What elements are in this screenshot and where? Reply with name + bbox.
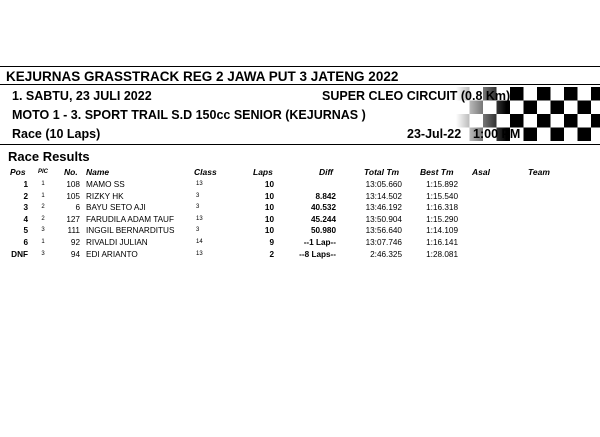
table-row xyxy=(0,202,600,214)
cell-class: 13 xyxy=(196,215,203,222)
cell-laps: 10 xyxy=(264,214,274,224)
cell-pic: 3 xyxy=(41,227,45,234)
cell-laps: 10 xyxy=(264,191,274,201)
cell-best-time: 1:16.141 xyxy=(426,237,458,247)
cell-pic: 2 xyxy=(41,204,45,211)
cell-pic: 1 xyxy=(41,238,45,245)
col-total-time: Total Tm xyxy=(364,167,400,177)
race-laps: Race (10 Laps) xyxy=(12,127,101,141)
section-divider xyxy=(0,144,600,145)
col-name: Name xyxy=(86,167,110,177)
cell-diff: 50.980 xyxy=(310,226,336,236)
cell-laps: 10 xyxy=(264,203,274,213)
cell-pic: 1 xyxy=(41,192,45,199)
cell-name: INGGIL BERNARDITUS xyxy=(86,226,175,236)
cell-pos: 6 xyxy=(23,237,28,247)
cell-total-time: 13:07.746 xyxy=(365,237,402,247)
cell-diff: --1 Lap-- xyxy=(303,237,336,247)
results-table xyxy=(0,179,600,260)
cell-pos: 5 xyxy=(23,226,28,236)
cell-class: 3 xyxy=(196,227,200,234)
col-pos: Pos xyxy=(10,167,26,177)
cell-pos: 1 xyxy=(23,180,28,189)
cell-no: 111 xyxy=(67,226,80,236)
table-row xyxy=(0,237,600,249)
cell-diff: --8 Laps-- xyxy=(299,249,336,259)
col-pic: PIC xyxy=(38,169,49,175)
col-diff: Diff xyxy=(319,167,334,177)
cell-name: FARUDILA ADAM TAUF xyxy=(86,214,174,224)
col-best-time: Best Tm xyxy=(420,167,454,177)
cell-pos: 3 xyxy=(23,203,28,213)
cell-name: RIZKY HK xyxy=(86,191,124,201)
cell-no: 92 xyxy=(70,237,80,247)
table-row xyxy=(0,249,600,261)
cell-laps: 10 xyxy=(264,180,274,189)
cell-no: 105 xyxy=(66,191,80,201)
cell-total-time: 13:46.192 xyxy=(365,203,402,213)
cell-no: 108 xyxy=(66,180,80,189)
race-day-date: 1. SABTU, 23 JULI 2022 xyxy=(12,89,152,103)
cell-pic: 2 xyxy=(41,215,45,222)
cell-name: MAMO SS xyxy=(86,180,125,189)
race-time: 1:00 PM xyxy=(473,127,521,141)
cell-laps: 9 xyxy=(269,237,274,247)
cell-total-time: 13:14.502 xyxy=(365,191,402,201)
cell-name: EDI ARIANTO xyxy=(86,249,138,259)
col-no: No. xyxy=(64,167,78,177)
cell-pic: 3 xyxy=(41,250,45,257)
table-row xyxy=(0,179,600,191)
cell-pos: DNF xyxy=(11,249,28,259)
cell-best-time: 1:15.290 xyxy=(426,214,458,224)
cell-total-time: 2:46.325 xyxy=(370,249,402,259)
cell-class: 13 xyxy=(196,181,203,187)
col-class: Class xyxy=(194,167,217,177)
cell-best-time: 1:15.540 xyxy=(426,191,458,201)
circuit-name: SUPER CLEO CIRCUIT (0.8 Km) xyxy=(322,89,511,103)
cell-best-time: 1:28.081 xyxy=(426,249,458,259)
cell-laps: 10 xyxy=(264,226,274,236)
cell-class: 14 xyxy=(196,238,203,245)
race-date: 23-Jul-22 xyxy=(407,127,462,141)
results-title: Race Results xyxy=(8,149,90,164)
cell-diff: 40.532 xyxy=(310,203,336,213)
cell-no: 6 xyxy=(75,203,80,213)
cell-total-time: 13:05.660 xyxy=(365,180,402,189)
cell-name: RIVALDI JULIAN xyxy=(86,237,148,247)
cell-best-time: 1:16.318 xyxy=(426,203,458,213)
cell-class: 3 xyxy=(196,192,200,199)
table-row xyxy=(0,214,600,226)
cell-best-time: 1:14.109 xyxy=(426,226,458,236)
cell-class: 3 xyxy=(196,204,200,211)
table-row xyxy=(0,191,600,203)
col-laps: Laps xyxy=(253,167,273,177)
col-team: Team xyxy=(528,167,550,177)
cell-name: BAYU SETO AJI xyxy=(86,203,146,213)
cell-class: 13 xyxy=(196,250,203,257)
cell-total-time: 13:50.904 xyxy=(365,214,402,224)
cell-pos: 2 xyxy=(23,191,28,201)
cell-no: 94 xyxy=(70,249,80,259)
table-row xyxy=(0,225,600,237)
cell-no: 127 xyxy=(66,214,80,224)
cell-laps: 2 xyxy=(269,249,274,259)
cell-diff: 8.842 xyxy=(315,191,336,201)
race-class-title: MOTO 1 - 3. SPORT TRAIL S.D 150cc SENIOR (KEJURNAS ) xyxy=(12,108,366,122)
event-title: KEJURNAS GRASSTRACK REG 2 JAWA PUT 3 JATENG 2022 xyxy=(0,66,600,85)
cell-diff: 45.244 xyxy=(310,214,336,224)
col-asal: Asal xyxy=(472,167,490,177)
cell-pos: 4 xyxy=(23,214,28,224)
cell-pic: 1 xyxy=(41,181,45,187)
cell-total-time: 13:56.640 xyxy=(365,226,402,236)
cell-best-time: 1:15.892 xyxy=(426,180,458,189)
